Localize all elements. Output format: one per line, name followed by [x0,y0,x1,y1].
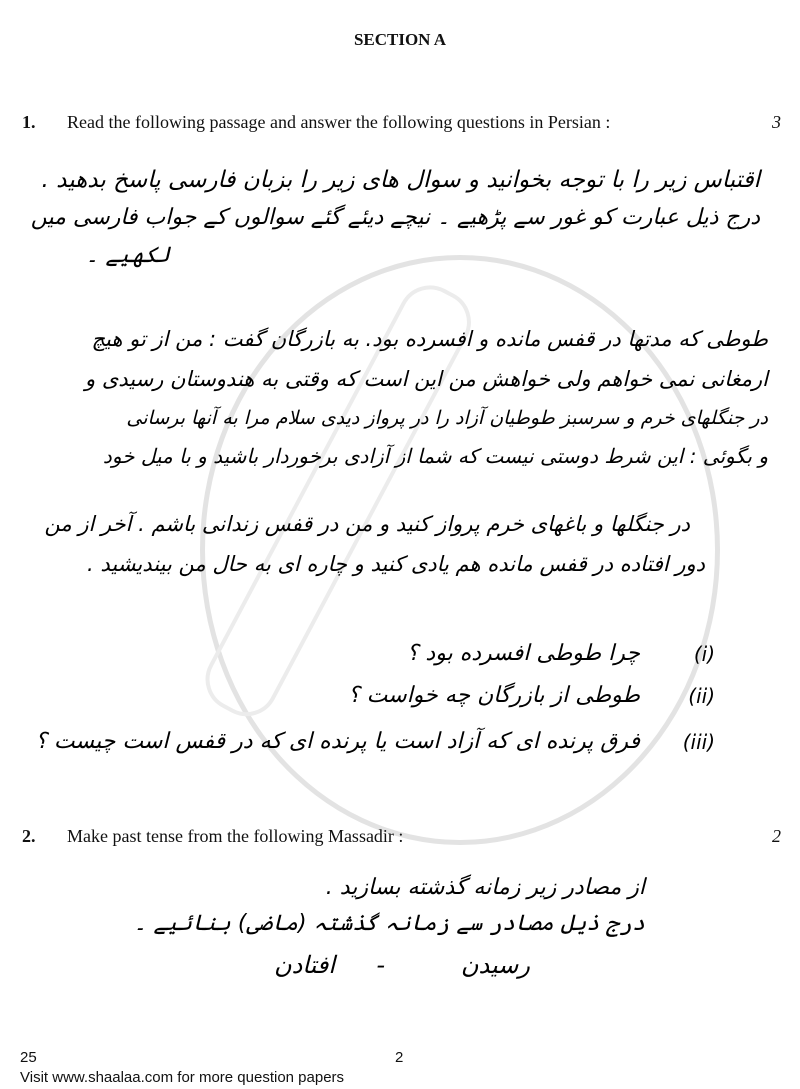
footer-visit-link[interactable]: Visit www.shaalaa.com for more question papers [20,1069,345,1086]
q2-word: رسیدن [460,951,530,979]
q2-instruction-urdu: درج ذیل مصادر سے زمانہ گذشتہ (ماضی) بنائیے ۔ [133,911,645,936]
q2-separator: - [376,951,385,979]
q2-word: افتادن [273,951,335,979]
question-label: (iii) [682,730,715,754]
section-title: SECTION A [353,30,447,49]
q2-marks: 2 [772,826,781,846]
q2-number: 2. [22,826,36,846]
q1-instruction-urdu-end: لکھیے ۔ [85,243,170,268]
q1-marks: 3 [772,112,781,132]
q1-instruction-urdu: درج ذیل عبارت کو غور سے پڑھیے ۔ نیچے دیئے گئے سوالوں کے جواب فارسی میں [30,205,760,230]
question-text: فرق پرنده ای که آزاد است یا پرنده ای که در قفس است چیست ؟ [35,729,640,754]
footer-page-number: 2 [395,1049,404,1066]
q1-instruction-persian: اقتباس زیر را با توجه بخوانید و سوال های زیر را بزبان فارسی پاسخ بدهید . [41,167,760,193]
passage-line: دور افتاده در قفس مانده هم یادی کنید و چاره ای به حال من بیندیشید . [86,552,705,576]
q2-instruction-persian: از مصادر زیر زمانه گذشته بسازید . [325,875,645,900]
q1-number: 1. [22,112,36,132]
question-text: چرا طوطی افسرده بود ؟ [406,641,640,666]
passage-line: ارمغانی نمی خواهم ولی خواهش من این است که وقتی به هندوستان رسیدی و [85,367,768,391]
passage-line: طوطی که مدتها در قفس مانده و افسرده بود. به بازرگان گفت : من از تو هیچ [91,327,768,351]
footer-code: 25 [20,1049,37,1066]
question-text: طوطی از بازرگان چه خواست ؟ [347,683,640,708]
passage-line: در جنگلها و باغهای خرم پرواز کنید و من در قفس زندانی باشم . آخر از من [44,512,690,536]
q1-text: Read the following passage and answer the following questions in Persian : [67,112,611,132]
question-label: (i) [693,642,715,666]
question-label: (ii) [688,684,715,708]
passage-line: و بگوئی : این شرط دوستی نیست که شما از آزادی برخوردار باشید و با میل خود [102,444,768,468]
q2-text: Make past tense from the following Massadir : [67,826,404,846]
passage-line: در جنگلهای خرم و سرسبز طوطیان آزاد را در پرواز دیدی سلام مرا به آنها برسانی [126,407,768,429]
